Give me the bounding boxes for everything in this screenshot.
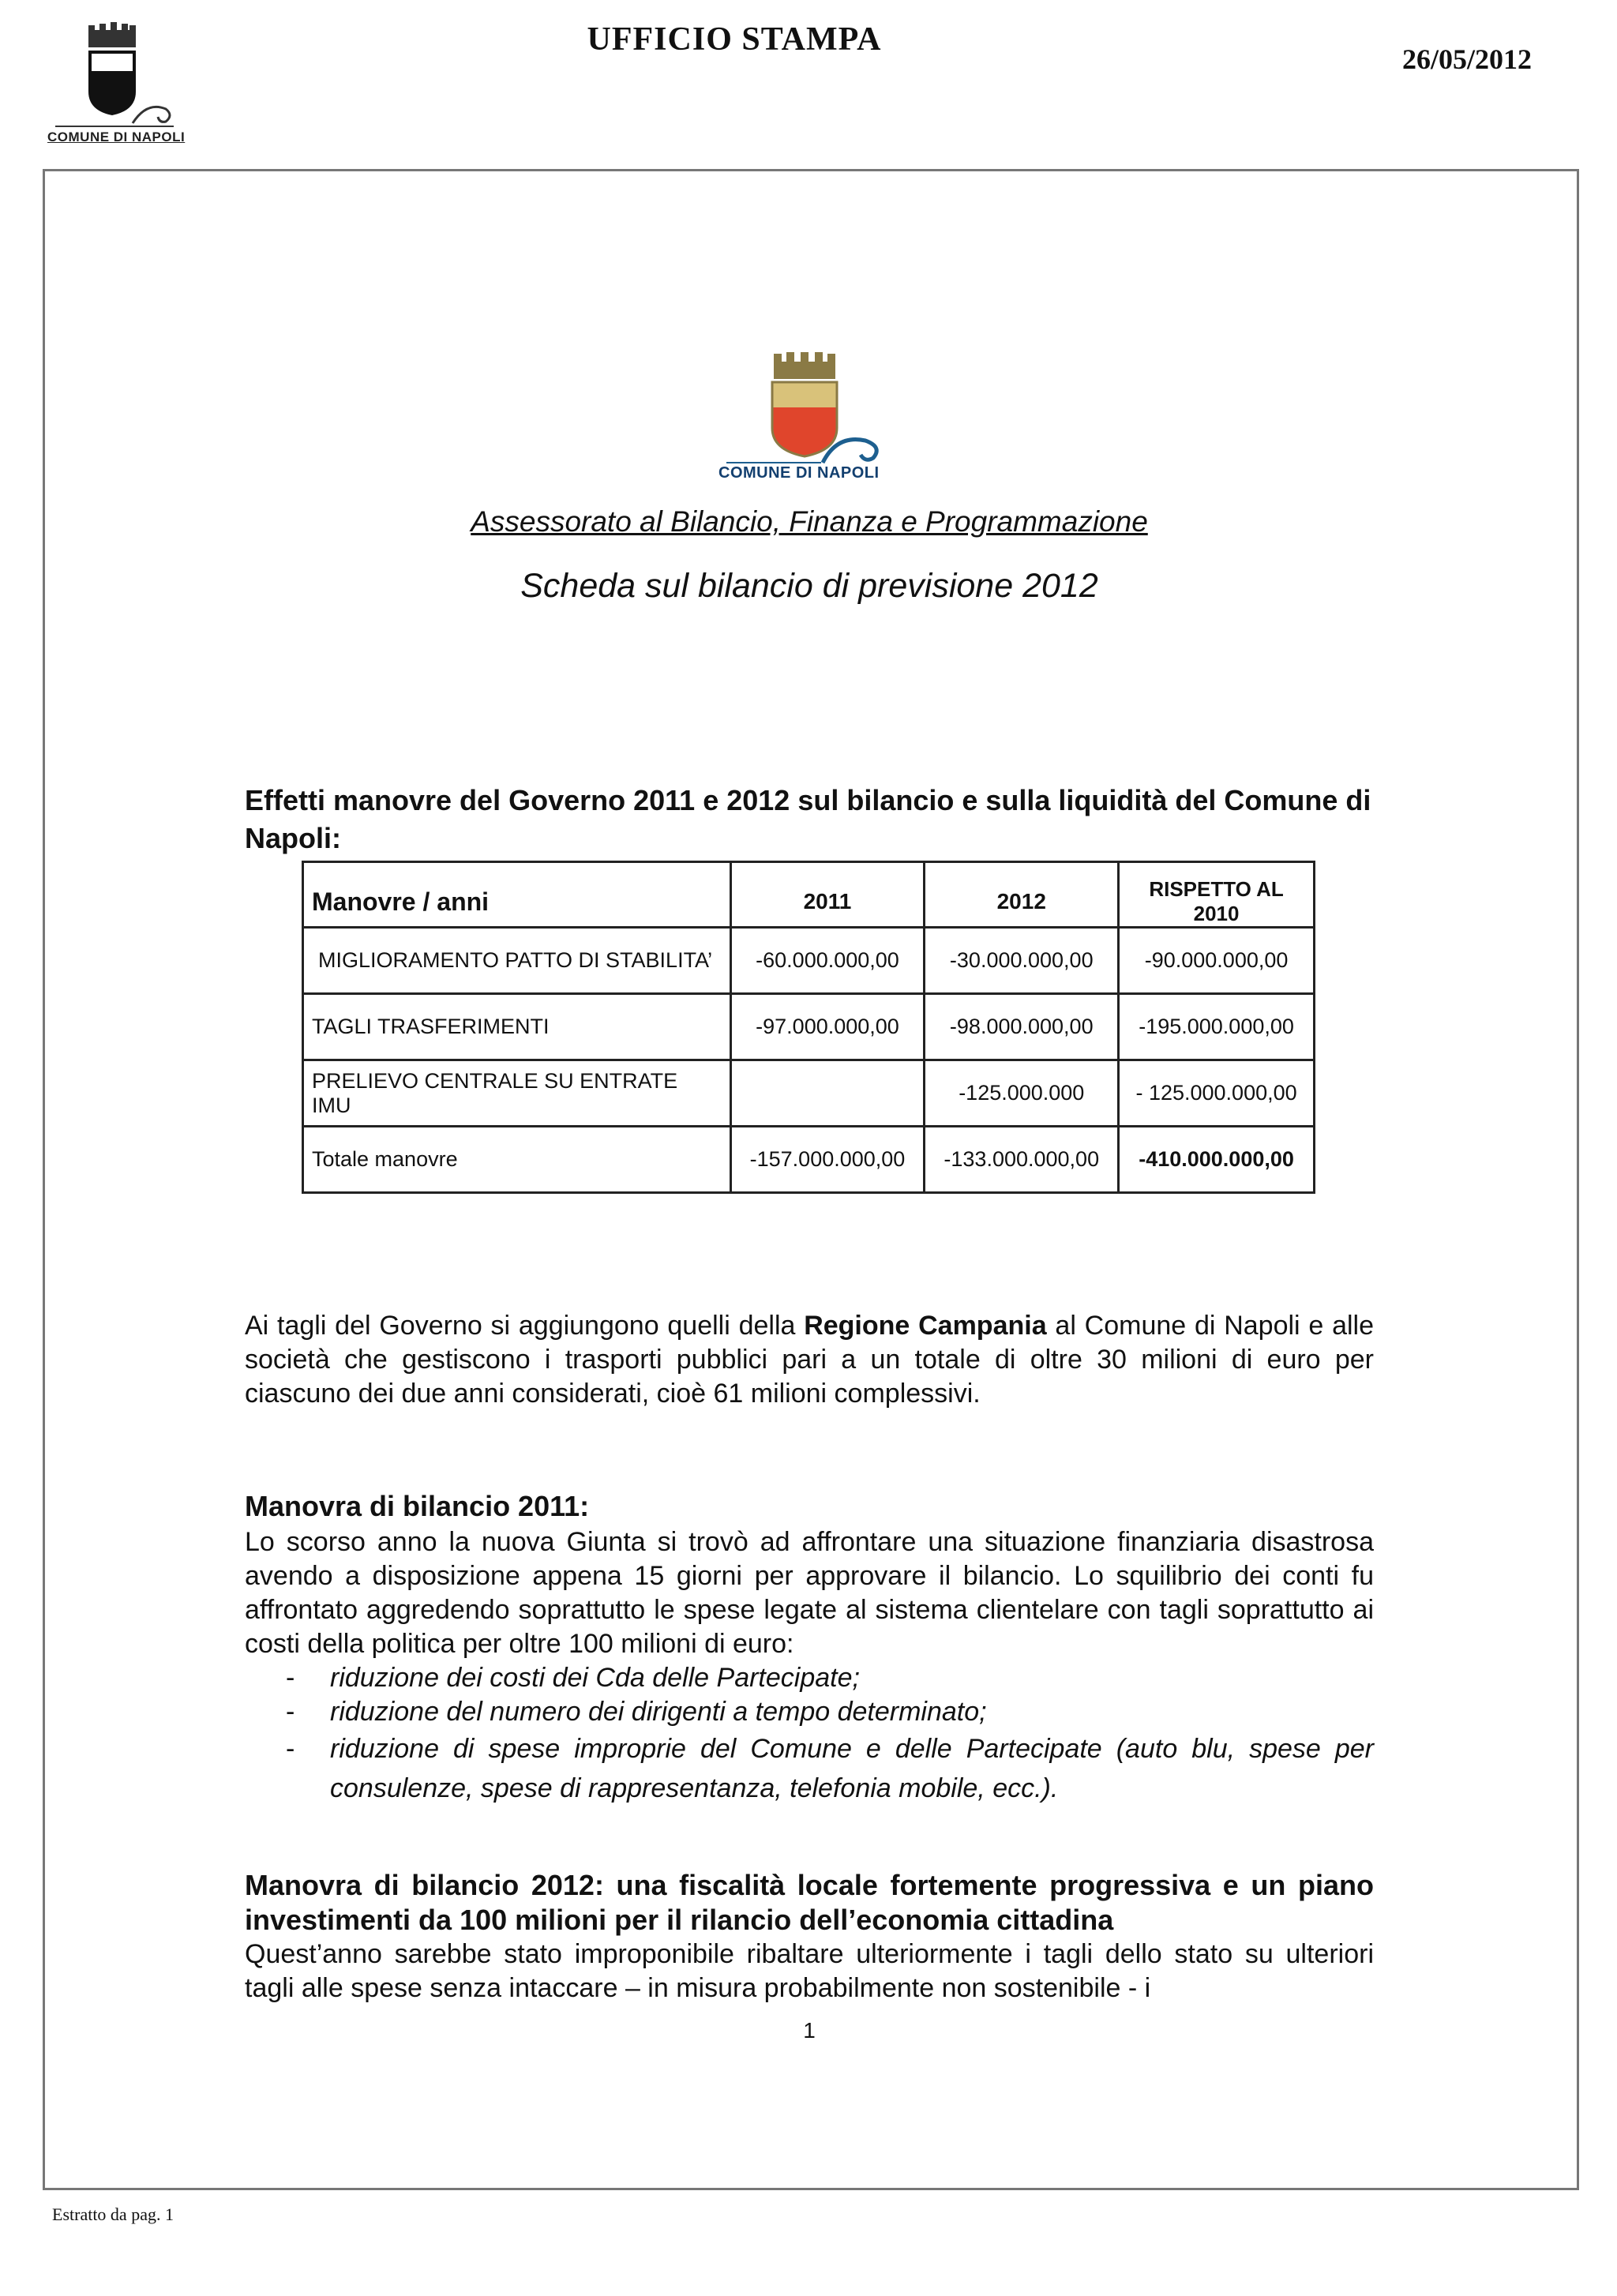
header-logo-text: COMUNE DI NAPOLI [47, 129, 186, 144]
list-item-text: riduzione dei costi dei Cda delle Partecipate; [330, 1663, 860, 1693]
regione-bold: Regione Campania [804, 1311, 1047, 1341]
napoli-crest-icon [47, 22, 189, 129]
manovra-2012-body: Quest’anno sarebbe stato improponibile ribaltare ulteriormente i tagli dello stato su ulteriori tagli alle spese senza intaccare – in misura probabilmente non sostenibile - i [245, 1939, 1374, 2003]
table-cell: - 125.000.000,00 [1119, 1060, 1315, 1127]
assessorato-heading: Assessorato al Bilancio, Finanza e Programmazione [471, 505, 1148, 538]
table-cell: -98.000.000,00 [925, 994, 1119, 1060]
comune-emblem [718, 352, 900, 486]
table-cell: -125.000.000 [925, 1060, 1119, 1127]
bullet-dash: - [286, 1663, 295, 1693]
table-cell [730, 1060, 925, 1127]
header-logo [47, 22, 189, 148]
manovra-2011-body: Lo scorso anno la nuova Giunta si trovò ad affrontare una situazione finanziaria disastrosa avendo a disposizione appena 15 giorni per approvare il bilancio. Lo squilibrio dei conti fu affrontato aggredendo soprattutto le spese legate al sistema clientelare con tagli soprattutto ai costi della politica per oltre 100 milioni di euro: [245, 1527, 1374, 1659]
list-item-text: riduzione del numero dei dirigenti a tempo determinato; [330, 1697, 987, 1727]
list-item [245, 1661, 1374, 1695]
table-row [303, 994, 1315, 1060]
list-item-text: riduzione di spese improprie del Comune e delle Partecipate (auto blu, spese per consulenze, spese di rappresentanza, telefonia mobile, ecc.). [330, 1734, 1374, 1803]
table-header-row [303, 862, 1315, 928]
table-row [303, 928, 1315, 994]
bullet-dash: - [286, 1697, 295, 1727]
napoli-coat-of-arms-icon [718, 352, 900, 464]
table-header-cell: 2012 [925, 862, 1119, 928]
table-header-cell: 2011 [730, 862, 925, 928]
table-cell: -30.000.000,00 [925, 928, 1119, 994]
table-cell: -60.000.000,00 [730, 928, 925, 994]
table-cell: PRELIEVO CENTRALE SU ENTRATE IMU [303, 1060, 731, 1127]
table-cell: Totale manovre [303, 1127, 731, 1193]
table-row [303, 1127, 1315, 1193]
table-row [303, 1060, 1315, 1127]
page-header-title: UFFICIO STAMPA [587, 21, 882, 58]
list-item [245, 1729, 1374, 1808]
header-date: 26/05/2012 [1401, 43, 1532, 75]
regione-paragraph [245, 1309, 1374, 1411]
table-cell: -90.000.000,00 [1119, 928, 1315, 994]
manovra-2011-title: Manovra di bilancio 2011: [245, 1490, 590, 1522]
table-cell: -195.000.000,00 [1119, 994, 1315, 1060]
table-cell: -97.000.000,00 [730, 994, 925, 1060]
page-number: 1 [803, 2018, 816, 2043]
regione-text-after: al Comune di Napoli e alle società che gestiscono i trasporti pubblici pari a un totale di oltre 30 milioni di euro per ciascuno dei due anni considerati, cioè 61 milioni complessivi. [245, 1311, 1375, 1409]
manovra-2011-section [245, 1488, 1374, 1808]
regione-text-before: Ai tagli del Governo si aggiungono quelli della [245, 1311, 805, 1341]
manovre-table [302, 861, 1315, 1194]
table-cell: MIGLIORAMENTO PATTO DI STABILITA’ [303, 928, 731, 994]
scheda-title: Scheda sul bilancio di previsione 2012 [520, 567, 1098, 605]
table-cell: TAGLI TRASFERIMENTI [303, 994, 731, 1060]
list-item [245, 1695, 1374, 1729]
table-header-cell: Manovre / anni [303, 862, 731, 928]
manovra-2011-list [245, 1661, 1374, 1808]
table-cell-total: -410.000.000,00 [1119, 1127, 1315, 1193]
table-header-cell: RISPETTO AL 2010 [1119, 862, 1315, 928]
emblem-text: COMUNE DI NAPOLI [718, 464, 880, 482]
table-cell: -133.000.000,00 [925, 1127, 1119, 1193]
manovra-2012-title: Manovra di bilancio 2012: una fiscalità locale fortemente progressiva e un piano investimenti da 100 milioni per il rilancio dell’economia cittadina [245, 1869, 1374, 1936]
table-cell: -157.000.000,00 [730, 1127, 925, 1193]
manovra-2012-section [245, 1868, 1374, 2005]
effetti-title: Effetti manovre del Governo 2011 e 2012 sul bilancio e sulla liquidità del Comune di Napoli: [245, 784, 1371, 854]
bullet-dash: - [286, 1734, 295, 1764]
effetti-section [245, 782, 1374, 857]
footer-estratto: Estratto da pag. 1 [52, 2204, 174, 2224]
